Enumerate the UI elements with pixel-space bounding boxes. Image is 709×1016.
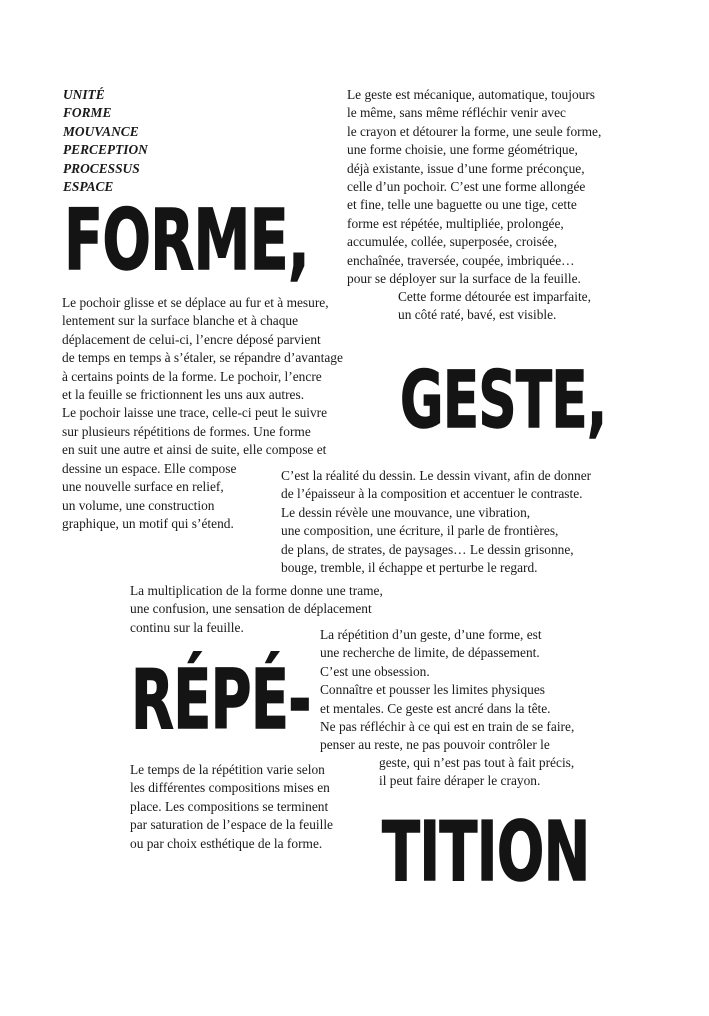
- paragraph-pochoir-continued: [62, 460, 236, 534]
- text-line: de plans, de strates, de paysages… Le dessin grisonne,: [281, 541, 574, 557]
- text-line: un volume, une construction: [62, 497, 215, 513]
- keyword: ESPACE: [63, 179, 114, 195]
- text-line: geste, qui n’est pas tout à fait précis,: [379, 755, 575, 770]
- text-line: une nouvelle surface en relief,: [62, 479, 224, 495]
- text-line: accumulée, collée, superposée, croisée,: [347, 234, 558, 250]
- text-line: une composition, une écriture, il parle de frontières,: [281, 523, 559, 539]
- text-line: lentement sur la surface blanche et à chaque: [62, 313, 299, 329]
- text-line: un côté raté, bavé, est visible.: [398, 307, 557, 323]
- text-line: ou par choix esthétique de la forme.: [130, 835, 323, 851]
- paragraph-repetition-geste-continued: [379, 754, 574, 791]
- text-line: Connaître et pousser les limites physiques: [320, 682, 546, 698]
- text-line: place. Les compositions se terminent: [130, 798, 329, 814]
- text-line: Ne pas réfléchir à ce qui est en train de se faire,: [320, 719, 575, 735]
- text-line: Le pochoir glisse et se déplace au fur et à mesure,: [62, 295, 329, 310]
- text-line: enchaînée, traversée, coupée, imbriquée…: [347, 252, 575, 268]
- text-line: en suit une autre et ainsi de suite, elle compose et: [62, 442, 327, 458]
- heading-tition: TITION: [382, 805, 590, 900]
- paragraph-repetition-geste: [320, 626, 574, 755]
- text-line: déjà existante, issue d’une forme préconçue,: [347, 160, 585, 176]
- keyword-list: [63, 86, 148, 196]
- text-line: de temps en temps à s’étaler, se répandre d’avantage: [62, 350, 343, 366]
- text-line: C’est une obsession.: [320, 663, 430, 679]
- keyword: PROCESSUS: [63, 160, 140, 176]
- text-line: déplacement de celui-ci, l’encre déposé parvient: [62, 331, 321, 347]
- heading-geste: GESTE,: [400, 356, 607, 446]
- text-line: forme est répétée, multipliée, prolongée,: [347, 215, 564, 231]
- text-line: Le temps de la répétition varie selon: [130, 762, 325, 777]
- paragraph-temps-repetition: [130, 761, 333, 853]
- keyword: PERCEPTION: [63, 142, 148, 158]
- text-line: une confusion, une sensation de déplacement: [130, 601, 372, 617]
- text-line: graphique, un motif qui s’étend.: [62, 516, 234, 532]
- keyword: UNITÉ: [63, 87, 105, 102]
- text-line: il peut faire déraper le crayon.: [379, 773, 541, 789]
- text-line: le même, sans même réfléchir venir avec: [347, 105, 566, 121]
- text-line: à certains points de la forme. Le pochoir, l’encre: [62, 368, 322, 384]
- text-line: une forme choisie, une forme géométrique,: [347, 142, 578, 158]
- paragraph-forme-detouree: [398, 288, 591, 325]
- text-line: sur plusieurs répétitions de formes. Une forme: [62, 423, 311, 439]
- text-line: et la feuille se frictionnent les uns aux autres.: [62, 387, 305, 403]
- paragraph-pochoir: [62, 294, 343, 460]
- text-line: par saturation de l’espace de la feuille: [130, 817, 333, 833]
- text-line: dessine un espace. Elle compose: [62, 461, 237, 476]
- text-line: et fine, telle une baguette ou une tige, cette: [347, 197, 577, 213]
- text-line: bouge, tremble, il échappe et perturbe le regard.: [281, 560, 538, 576]
- text-line: le crayon et détourer la forme, une seule forme,: [347, 123, 602, 139]
- text-line: et mentales. Ce geste est ancré dans la tête.: [320, 700, 551, 716]
- text-line: pour se déployer sur la surface de la feuille.: [347, 271, 581, 287]
- heading-forme: FORME,: [64, 191, 310, 289]
- text-line: La répétition d’un geste, d’une forme, est: [320, 627, 542, 642]
- paragraph-realite-dessin: [281, 467, 591, 577]
- text-line: C’est la réalité du dessin. Le dessin vivant, afin de donner: [281, 468, 592, 483]
- heading-repe: RÉPÉ-: [131, 653, 311, 748]
- text-line: penser au reste, ne pas pouvoir contrôler le: [320, 737, 550, 753]
- text-line: continu sur la feuille.: [130, 619, 244, 635]
- text-line: Le geste est mécanique, automatique, toujours: [347, 87, 596, 102]
- text-line: de l’épaisseur à la composition et accentuer le contraste.: [281, 486, 583, 502]
- text-line: les différentes compositions mises en: [130, 780, 330, 796]
- text-line: Le pochoir laisse une trace, celle-ci peut le suivre: [62, 405, 328, 421]
- text-line: La multiplication de la forme donne une trame,: [130, 583, 383, 598]
- text-line: celle d’un pochoir. C’est une forme allongée: [347, 179, 586, 195]
- paragraph-geste-mecanique: [347, 86, 601, 288]
- text-line: Cette forme détourée est imparfaite,: [398, 289, 591, 304]
- text-line: Le dessin révèle une mouvance, une vibration,: [281, 504, 531, 520]
- keyword: MOUVANCE: [63, 123, 139, 139]
- keyword: FORME: [63, 105, 112, 121]
- text-line: une recherche de limite, de dépassement.: [320, 645, 540, 661]
